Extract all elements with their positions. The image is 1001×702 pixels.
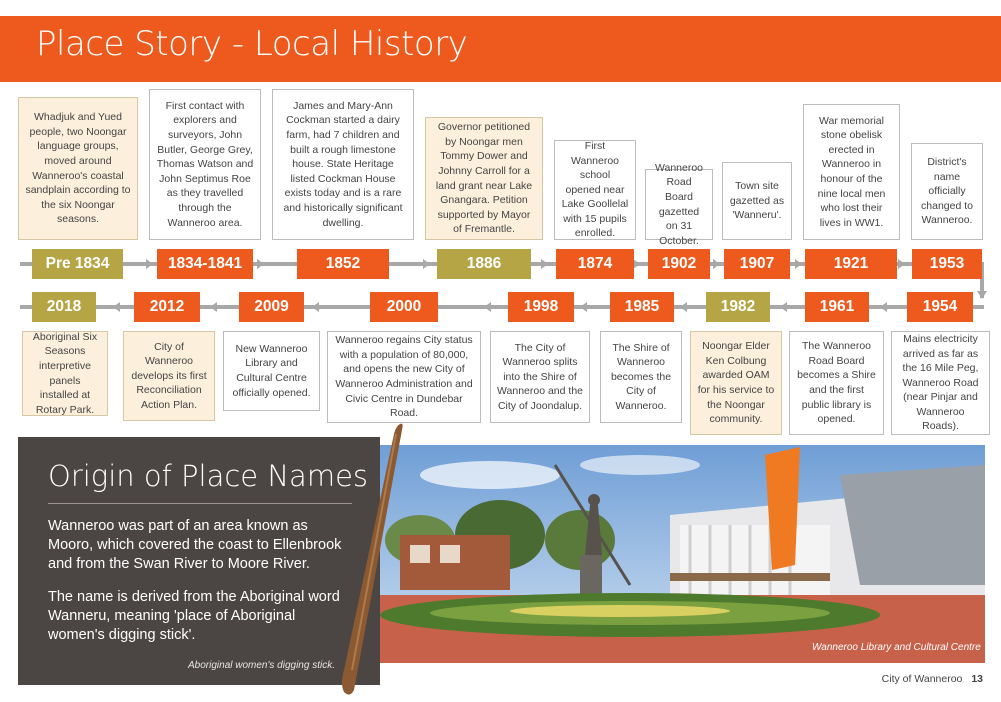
origin-title: Origin of Place Names: [48, 459, 369, 493]
photo-caption: Wanneroo Library and Cultural Centre: [812, 642, 981, 653]
arrow-left-icon: [484, 302, 491, 312]
arrow-left-icon: [880, 302, 887, 312]
year-label: 2009: [239, 292, 304, 322]
event-box: Wanneroo Road Board gazetted on 31 October.: [645, 169, 713, 240]
event-box: Mains electricity arrived as far as the 16 Mile Peg, Wanneroo Road (near Pinjar and Wanneroo Roads).: [891, 331, 990, 435]
stick-caption: Aboriginal women's digging stick.: [188, 660, 335, 671]
event-box: Noongar Elder Ken Colbung awarded OAM for his service to the Noongar community.: [690, 331, 782, 435]
event-box: Wanneroo regains City status with a population of 80,000, and opens the new City of Wanneroo Administration and Civic Centre in Dundebar Road.: [327, 331, 481, 423]
arrow-right-icon: [146, 259, 153, 269]
event-box: Aboriginal Six Seasons interpretive panels installed at Rotary Park.: [22, 331, 108, 416]
year-label: Pre 1834: [32, 249, 123, 279]
event-box: Whadjuk and Yued people, two Noongar language groups, moved around Wanneroo's coastal sandplain according to the six Noongar seasons.: [18, 97, 138, 240]
origin-panel: [18, 437, 380, 685]
arrow-left-icon: [312, 302, 319, 312]
event-box: James and Mary-Ann Cockman started a dairy farm, had 7 children and built a rough limestone house. State Heritage listed Cockman House exists today and is a rare and historically significant dwelling.: [272, 89, 414, 240]
year-label: 1953: [912, 249, 982, 279]
page-number: 13: [971, 673, 983, 685]
arrow-right-icon: [541, 259, 548, 269]
arrow-left-icon: [113, 302, 120, 312]
arrow-right-icon: [257, 259, 264, 269]
year-label: 1852: [297, 249, 389, 279]
year-label: 1985: [610, 292, 674, 322]
year-label: 2018: [32, 292, 96, 322]
event-box: First Wanneroo school opened near Lake Goollelal with 15 pupils enrolled.: [554, 140, 636, 240]
page-footer: [882, 673, 983, 685]
event-box: War memorial stone obelisk erected in Wanneroo in honour of the nine local men who lost their lives in WW1.: [803, 104, 900, 240]
event-box: First contact with explorers and surveyors, John Butler, George Grey, Thomas Watson and John Septimus Roe as they travelled through the Wanneroo area.: [149, 89, 261, 240]
year-label: 1921: [805, 249, 897, 279]
event-box: New Wanneroo Library and Cultural Centre officially opened.: [223, 331, 320, 411]
year-label: 1998: [508, 292, 574, 322]
origin-paragraph-1: Wanneroo was part of an area known as Mooro, which covered the coast to Ellenbrook and from the Swan River to Moore River.: [48, 518, 342, 572]
year-label: 1954: [907, 292, 973, 322]
arrow-right-icon: [713, 259, 720, 269]
event-box: City of Wanneroo develops its first Reconciliation Action Plan.: [123, 331, 215, 421]
event-box: The Wanneroo Road Board becomes a Shire and the first public library is opened.: [789, 331, 884, 435]
year-label: 1961: [805, 292, 869, 322]
arrow-left-icon: [780, 302, 787, 312]
arrow-left-icon: [580, 302, 587, 312]
event-box: The City of Wanneroo splits into the Shire of Wanneroo and the City of Joondalup.: [490, 331, 590, 423]
footer-org: City of Wanneroo: [881, 673, 963, 685]
page-title: Place Story - Local History: [36, 24, 468, 64]
event-box: District's name officially changed to Wanneroo.: [911, 143, 983, 240]
origin-paragraph-2: The name is derived from the Aboriginal word Wanneru, meaning 'place of Aboriginal women's digging stick'.: [48, 589, 340, 643]
arrow-right-icon: [898, 259, 905, 269]
arrow-right-icon: [633, 259, 640, 269]
event-box: The Shire of Wanneroo becomes the City of Wanneroo.: [600, 331, 682, 423]
library-photo: [380, 445, 985, 663]
year-label: 1886: [437, 249, 531, 279]
event-box: Town site gazetted as 'Wanneru'.: [722, 162, 792, 240]
year-label: 1907: [724, 249, 790, 279]
arrow-left-icon: [210, 302, 217, 312]
year-label: 1834-1841: [157, 249, 253, 279]
year-label: 1902: [648, 249, 710, 279]
year-label: 2000: [370, 292, 438, 322]
arrow-right-icon: [795, 259, 802, 269]
year-label: 1874: [556, 249, 634, 279]
arrow-left-icon: [680, 302, 687, 312]
year-label: 1982: [706, 292, 770, 322]
event-box: Governor petitioned by Noongar men Tommy Dower and Johnny Carroll for a land grant near Lake Gnangara. Petition supported by Mayor of Fremantle.: [425, 117, 543, 240]
arrow-down-icon: [977, 291, 987, 299]
year-label: 2012: [134, 292, 200, 322]
divider: [48, 503, 352, 504]
arrow-right-icon: [423, 259, 430, 269]
digging-stick-icon: [330, 420, 410, 700]
header-banner: [0, 16, 1001, 82]
